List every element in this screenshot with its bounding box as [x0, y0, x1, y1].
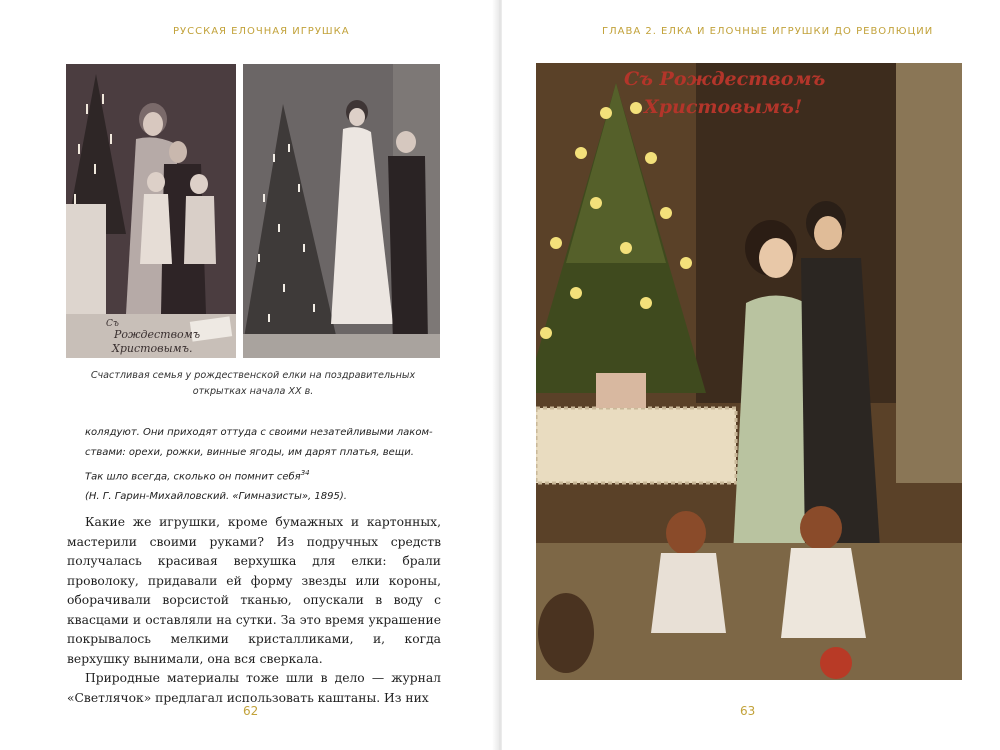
postcard-greeting-1: Съ Рождествомъ [624, 68, 826, 90]
body-text [67, 513, 441, 708]
page-number-right: 63 [740, 704, 756, 718]
postcard-family-tree-photo [66, 64, 236, 358]
running-head-right: ГЛАВА 2. ЕЛКА И ЕЛОЧНЫЕ ИГРУШКИ ДО РЕВОЛЮЦИИ [602, 26, 934, 37]
paragraph-2: Природные материалы тоже шли в дело — журнал «Светлячок» предлагал использовать каштаны. Из них [67, 671, 441, 705]
postcard-inscription-3: Христовымъ. [112, 342, 193, 355]
postcard-inscription-1: Съ [106, 319, 119, 329]
postcard-inscription-2: Рождествомъ [114, 328, 201, 341]
running-head-left: РУССКАЯ ЕЛОЧНАЯ ИГРУШКА [173, 26, 350, 37]
paragraph-1: Какие же игрушки, кроме бумажных и картонных, мастерили своими руками? Из подручных средств получалась красивая верхушка для елки: брали проволоку, придавали ей форму звезды или короны, оборачивали ворсистой тканью, опускали в воду с квасцами и оставляли на сутки. За это время украшение покрывалось мелкими кристалликами, и, когда верхушку вынимали, она вся сверкала. [67, 515, 441, 666]
postcard-christmas-couple-photo [536, 63, 962, 680]
quote-source: (Н. Г. Гарин-Михайловский. «Гимназисты», 1895). [85, 491, 347, 503]
quote-line-1: колядуют. Они приходят оттуда с своими незатейливыми лаком- [85, 427, 433, 438]
quote-line-2: ствами: орехи, рожки, винные ягоды, им дарят платья, вещи. [85, 447, 414, 458]
photo-caption: Счастливая семья у рождественской елки на поздравительных открытках начала XX в. [90, 370, 416, 397]
right-page [502, 0, 1000, 750]
quote-line-3-text: Так шло всегда, сколько он помнит себя [85, 471, 301, 483]
page-number-left: 62 [243, 704, 259, 718]
postcard-couple-tree-photo [243, 64, 440, 358]
quote-line-3 [85, 463, 435, 487]
footnote-ref: 34 [300, 469, 310, 477]
quote-block [85, 423, 435, 507]
left-page [0, 0, 498, 750]
postcard-greeting-2: Христовымъ! [644, 96, 803, 118]
